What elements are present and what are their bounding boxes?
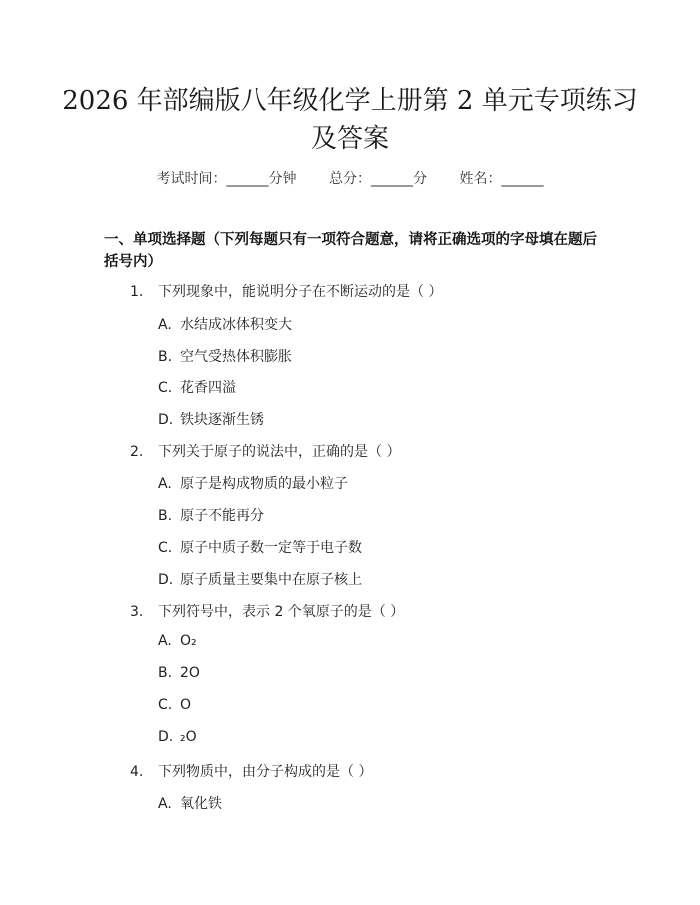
option-letter: A. bbox=[158, 317, 172, 333]
option-text: O₂ bbox=[180, 633, 197, 649]
option-text: ₂O bbox=[180, 729, 197, 745]
question-1-option-d bbox=[158, 409, 264, 429]
question-text: 下列物质中，由分子构成的是（ ） bbox=[158, 764, 373, 780]
question-4 bbox=[130, 761, 372, 781]
question-1-option-c bbox=[158, 377, 236, 397]
option-text: 原子中质子数一定等于电子数 bbox=[180, 540, 362, 556]
question-1-option-a bbox=[158, 314, 292, 334]
total-score-field: 总分：______分 bbox=[329, 171, 427, 187]
question-3-option-c bbox=[158, 697, 191, 713]
option-letter: C. bbox=[158, 540, 173, 556]
option-letter: B. bbox=[158, 349, 173, 365]
option-text: 空气受热体积膨胀 bbox=[180, 349, 292, 365]
question-number: 4. bbox=[130, 764, 144, 780]
question-number: 1. bbox=[130, 284, 144, 300]
question-2 bbox=[130, 441, 400, 461]
question-2-option-a bbox=[158, 473, 348, 493]
document-title: 2026 年部编版八年级化学上册第 2 单元专项练习及答案 bbox=[62, 86, 638, 154]
question-2-option-c bbox=[158, 537, 362, 557]
question-3-option-a bbox=[158, 633, 197, 649]
option-text: 原子不能再分 bbox=[180, 508, 264, 524]
option-text: 原子是构成物质的最小粒子 bbox=[180, 476, 348, 492]
question-1 bbox=[130, 281, 442, 301]
option-letter: C. bbox=[158, 697, 173, 713]
option-text: 氧化铁 bbox=[180, 796, 222, 812]
question-3 bbox=[130, 601, 404, 621]
option-letter: A. bbox=[158, 476, 172, 492]
question-3-option-d bbox=[158, 729, 197, 745]
option-letter: C. bbox=[158, 380, 173, 396]
option-letter: D. bbox=[158, 412, 174, 428]
option-text: 水结成冰体积变大 bbox=[180, 317, 292, 333]
question-1-option-b bbox=[158, 346, 292, 366]
question-text: 下列符号中，表示 2 个氧原子的是（ ） bbox=[158, 604, 405, 620]
option-text: 铁块逐渐生锈 bbox=[180, 412, 264, 428]
option-letter: D. bbox=[158, 572, 174, 588]
section-heading: 一、单项选择题（下列每题只有一项符合题意，请将正确选项的字母填在题后括号内） bbox=[104, 232, 597, 270]
student-name-field: 姓名：______ bbox=[459, 171, 544, 187]
option-letter: B. bbox=[158, 508, 173, 524]
exam-meta bbox=[0, 168, 700, 188]
exam-time-field: 考试时间：______分钟 bbox=[156, 171, 297, 187]
question-text: 下列现象中，能说明分子在不断运动的是（ ） bbox=[158, 284, 443, 300]
option-text: 原子质量主要集中在原子核上 bbox=[180, 572, 362, 588]
question-text: 下列关于原子的说法中，正确的是（ ） bbox=[158, 444, 401, 460]
option-letter: A. bbox=[158, 633, 172, 649]
question-2-option-b bbox=[158, 505, 264, 525]
option-text: O bbox=[180, 697, 192, 713]
question-3-option-b bbox=[158, 665, 200, 681]
question-number: 2. bbox=[130, 444, 144, 460]
question-number: 3. bbox=[130, 604, 144, 620]
option-letter: A. bbox=[158, 796, 172, 812]
question-2-option-d bbox=[158, 569, 362, 589]
option-letter: D. bbox=[158, 729, 174, 745]
option-text: 花香四溢 bbox=[180, 380, 236, 396]
option-text: 2O bbox=[180, 665, 200, 681]
question-4-option-a bbox=[158, 793, 222, 813]
option-letter: B. bbox=[158, 665, 173, 681]
